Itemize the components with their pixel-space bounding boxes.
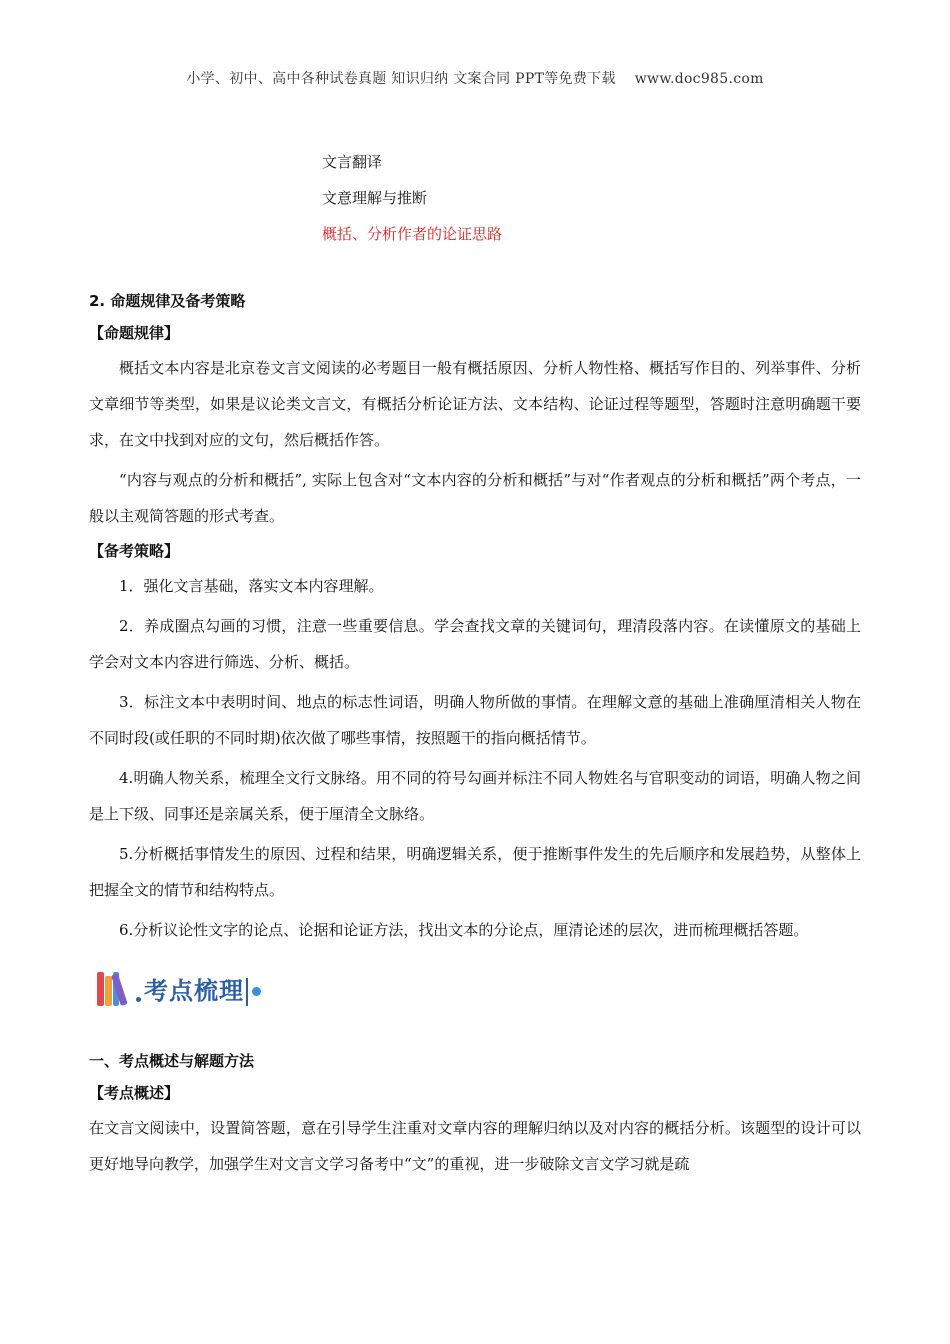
topic-item: 文意理解与推断 [322, 189, 428, 207]
strategy-item: 5.分析概括事情发生的原因、过程和结果，明确逻辑关系，便于推断事件发生的先后顺序和发展趋势，从整体上把握全文的情节和结构特点。 [89, 845, 861, 899]
dot-icon [136, 997, 141, 1002]
overview-paragraph: 在文言文阅读中，设置简答题，意在引导学生注重对文章内容的理解归纳以及对内容的概括分析。该题型的设计可以更好地导向教学，加强学生对文言文学习备考中“文”的重视，进一步破除文言文学习就是疏 [89, 1119, 861, 1173]
books-icon [97, 970, 135, 1006]
topic-list [322, 150, 502, 258]
section-title: 2. 命题规律及备考策略 [89, 292, 246, 310]
main-content [89, 288, 861, 1186]
overview-heading: 【考点概述】 [89, 1084, 180, 1102]
banner-label: 考点梳理 [144, 977, 244, 1005]
rules-heading: 【命题规律】 [89, 324, 180, 342]
banner-logo [97, 970, 261, 1006]
paragraph: “内容与观点的分析和概括”, 实际上包含对“文本内容的分析和概括”与对“作者观点的分析和概括”两个考点，一般以主观简答题的形式考查。 [89, 471, 861, 525]
section-banner [89, 956, 861, 1038]
topic-item: 文言翻译 [322, 153, 383, 171]
circle-dot-icon [252, 987, 261, 996]
strategy-item: 1．强化文言基础，落实文本内容理解。 [119, 577, 384, 595]
paragraph: 概括文本内容是北京卷文言文阅读的必考题目一般有概括原因、分析人物性格、概括写作目的、列举事件、分析文章细节等类型，如果是议论类文言文，有概括分析论证方法、文本结构、论证过程等题型，答题时注意明确题干要求，在文中找到对应的文句，然后概括作答。 [89, 359, 861, 449]
strategy-item: 2．养成圈点勾画的习惯，注意一些重要信息。学会查找文章的关键词句，理清段落内容。在读懂原文的基础上学会对文本内容进行筛选、分析、概括。 [89, 617, 861, 671]
page-header: 小学、初中、高中各种试卷真题 知识归纳 文案合同 PPT等免费下载 www.doc985.com [186, 71, 764, 87]
strategy-item: 3．标注文本中表明时间、地点的标志性词语，明确人物所做的事情。在理解文意的基础上准确厘清相关人物在不同时段(或任职的不同时期)依次做了哪些事情，按照题干的指向概括情节。 [89, 693, 861, 747]
cursor-bar-icon [246, 978, 248, 1006]
topic-item-highlighted: 概括、分析作者的论证思路 [322, 225, 503, 243]
strategy-heading: 【备考策略】 [89, 542, 180, 560]
section-title: 一、考点概述与解题方法 [89, 1052, 255, 1070]
strategy-item: 6.分析议论性文字的论点、论据和论证方法，找出文本的分论点，厘清论述的层次，进而梳理概括答题。 [119, 921, 809, 939]
strategy-item: 4.明确人物关系，梳理全文行文脉络。用不同的符号勾画并标注不同人物姓名与官职变动的词语，明确人物之间是上下级、同事还是亲属关系，便于厘清全文脉络。 [89, 769, 861, 823]
